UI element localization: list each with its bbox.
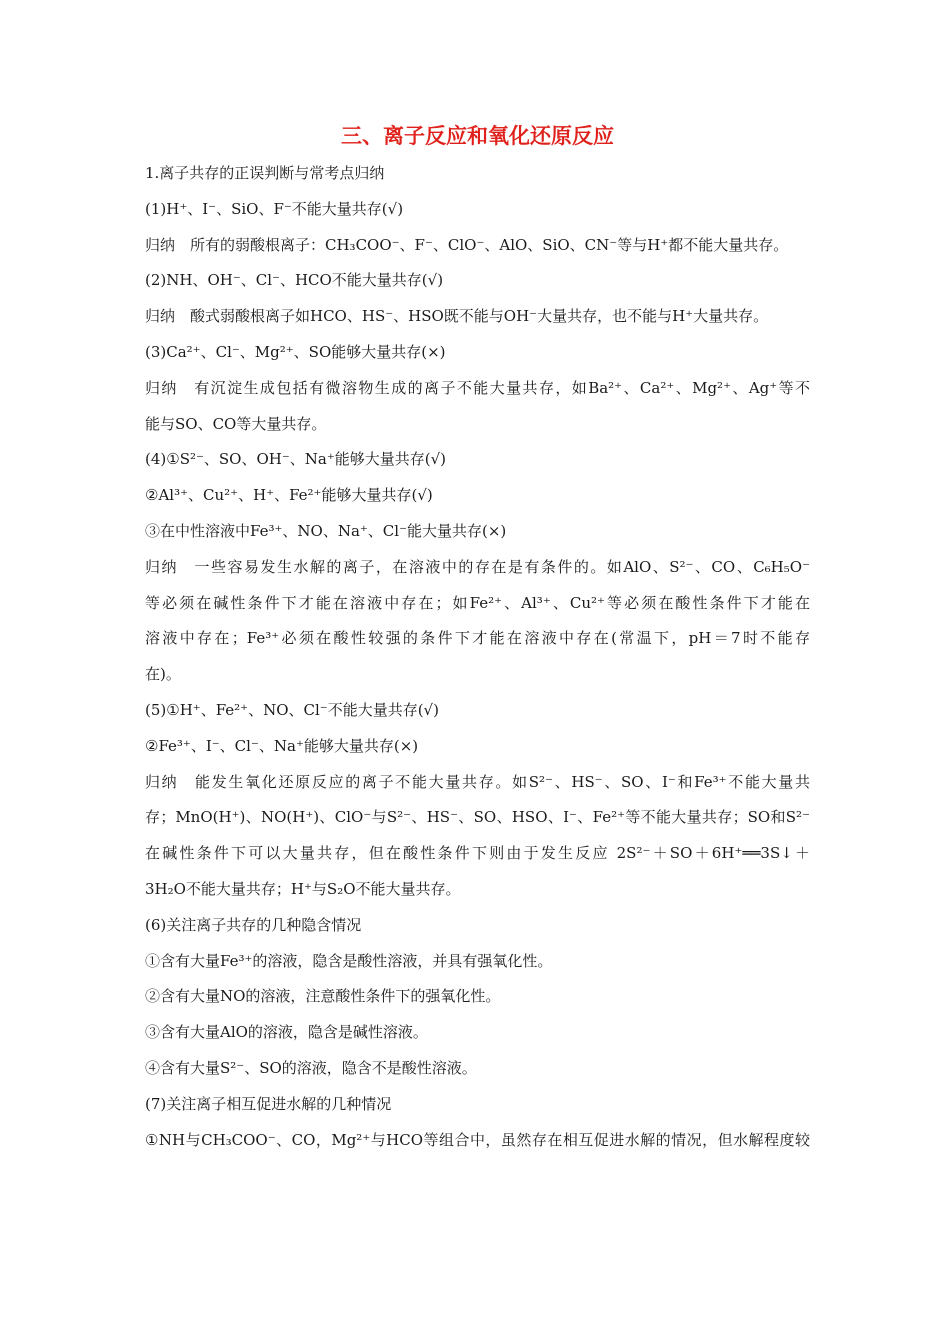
text-line: (5)①H⁺、Fe²⁺、NO、Cl⁻不能大量共存(√) (145, 700, 439, 719)
text-line: ③含有大量AlO的溶液，隐含是碱性溶液。 (145, 1023, 428, 1042)
text-line: 归纳 所有的弱酸根离子：CH₃COO⁻、F⁻、ClO⁻、AlO、SiO、CN⁻等与H⁺都不能大量共存。 (145, 235, 789, 254)
text-line: 在)。 (145, 665, 181, 684)
text-line: ②Al³⁺、Cu²⁺、H⁺、Fe²⁺能够大量共存(√) (145, 486, 433, 505)
text-line: ④含有大量S²⁻、SO的溶液，隐含不是酸性溶液。 (145, 1058, 477, 1077)
text-line: 归纳 酸式弱酸根离子如HCO、HS⁻、HSO既不能与OH⁻大量共存，也不能与H⁺大量共存。 (145, 307, 769, 326)
text-line: 等必须在碱性条件下才能在溶液中存在；如Fe²⁺、Al³⁺、Cu²⁺等必须在酸性条件下才能在 (145, 593, 810, 612)
text-line: 归纳 一些容易发生水解的离子，在溶液中的存在是有条件的。如AlO、S²⁻、CO、C₆H₅O⁻ (145, 557, 810, 576)
text-line: (7)关注离子相互促进水解的几种情况 (145, 1094, 392, 1113)
text-line: (2)NH、OH⁻、Cl⁻、HCO不能大量共存(√) (145, 271, 444, 290)
text-line: 在碱性条件下可以大量共存，但在酸性条件下则由于发生反应 2S²⁻＋SO＋6H⁺══3S↓＋ (145, 844, 810, 863)
text-line: 归纳 有沉淀生成包括有微溶物生成的离子不能大量共存，如Ba²⁺、Ca²⁺、Mg²⁺、Ag⁺等不 (145, 378, 810, 397)
text-line: 存；MnO(H⁺)、NO(H⁺)、ClO⁻与S²⁻、HS⁻、SO、HSO、I⁻、Fe²⁺等不能大量共存；SO和S²⁻ (145, 808, 810, 827)
text-line: ①NH与CH₃COO⁻、CO，Mg²⁺与HCO等组合中，虽然存在相互促进水解的情况，但水解程度较 (145, 1130, 810, 1149)
document-page (145, 118, 810, 1158)
text-line: ②Fe³⁺、I⁻、Cl⁻、Na⁺能够大量共存(×) (145, 736, 419, 755)
text-line: (1)H⁺、I⁻、SiO、F⁻不能大量共存(√) (145, 199, 404, 218)
page-title: 三、离子反应和氧化还原反应 (341, 124, 614, 148)
document-body (145, 156, 810, 1158)
text-line: (3)Ca²⁺、Cl⁻、Mg²⁺、SO能够大量共存(×) (145, 342, 446, 361)
text-line: 能与SO、CO等大量共存。 (145, 414, 327, 433)
text-line: 3H₂O不能大量共存；H⁺与S₂O不能大量共存。 (145, 879, 461, 898)
text-line: 溶液中存在；Fe³⁺必须在酸性较强的条件下才能在溶液中存在(常温下，pH＝7时不能存 (145, 629, 810, 648)
text-line: 1.离子共存的正误判断与常考点归纳 (145, 164, 385, 182)
text-line: (6)关注离子共存的几种隐含情况 (145, 915, 362, 934)
text-line: (4)①S²⁻、SO、OH⁻、Na⁺能够大量共存(√) (145, 450, 447, 469)
text-line: ③在中性溶液中Fe³⁺、NO、Na⁺、Cl⁻能大量共存(×) (145, 521, 507, 540)
text-line: ②含有大量NO的溶液，注意酸性条件下的强氧化性。 (145, 987, 501, 1006)
text-line: 归纳 能发生氧化还原反应的离子不能大量共存。如S²⁻、HS⁻、SO、I⁻和Fe³⁺不能大量共 (145, 772, 810, 791)
text-line: ①含有大量Fe³⁺的溶液，隐含是酸性溶液，并具有强氧化性。 (145, 951, 553, 970)
